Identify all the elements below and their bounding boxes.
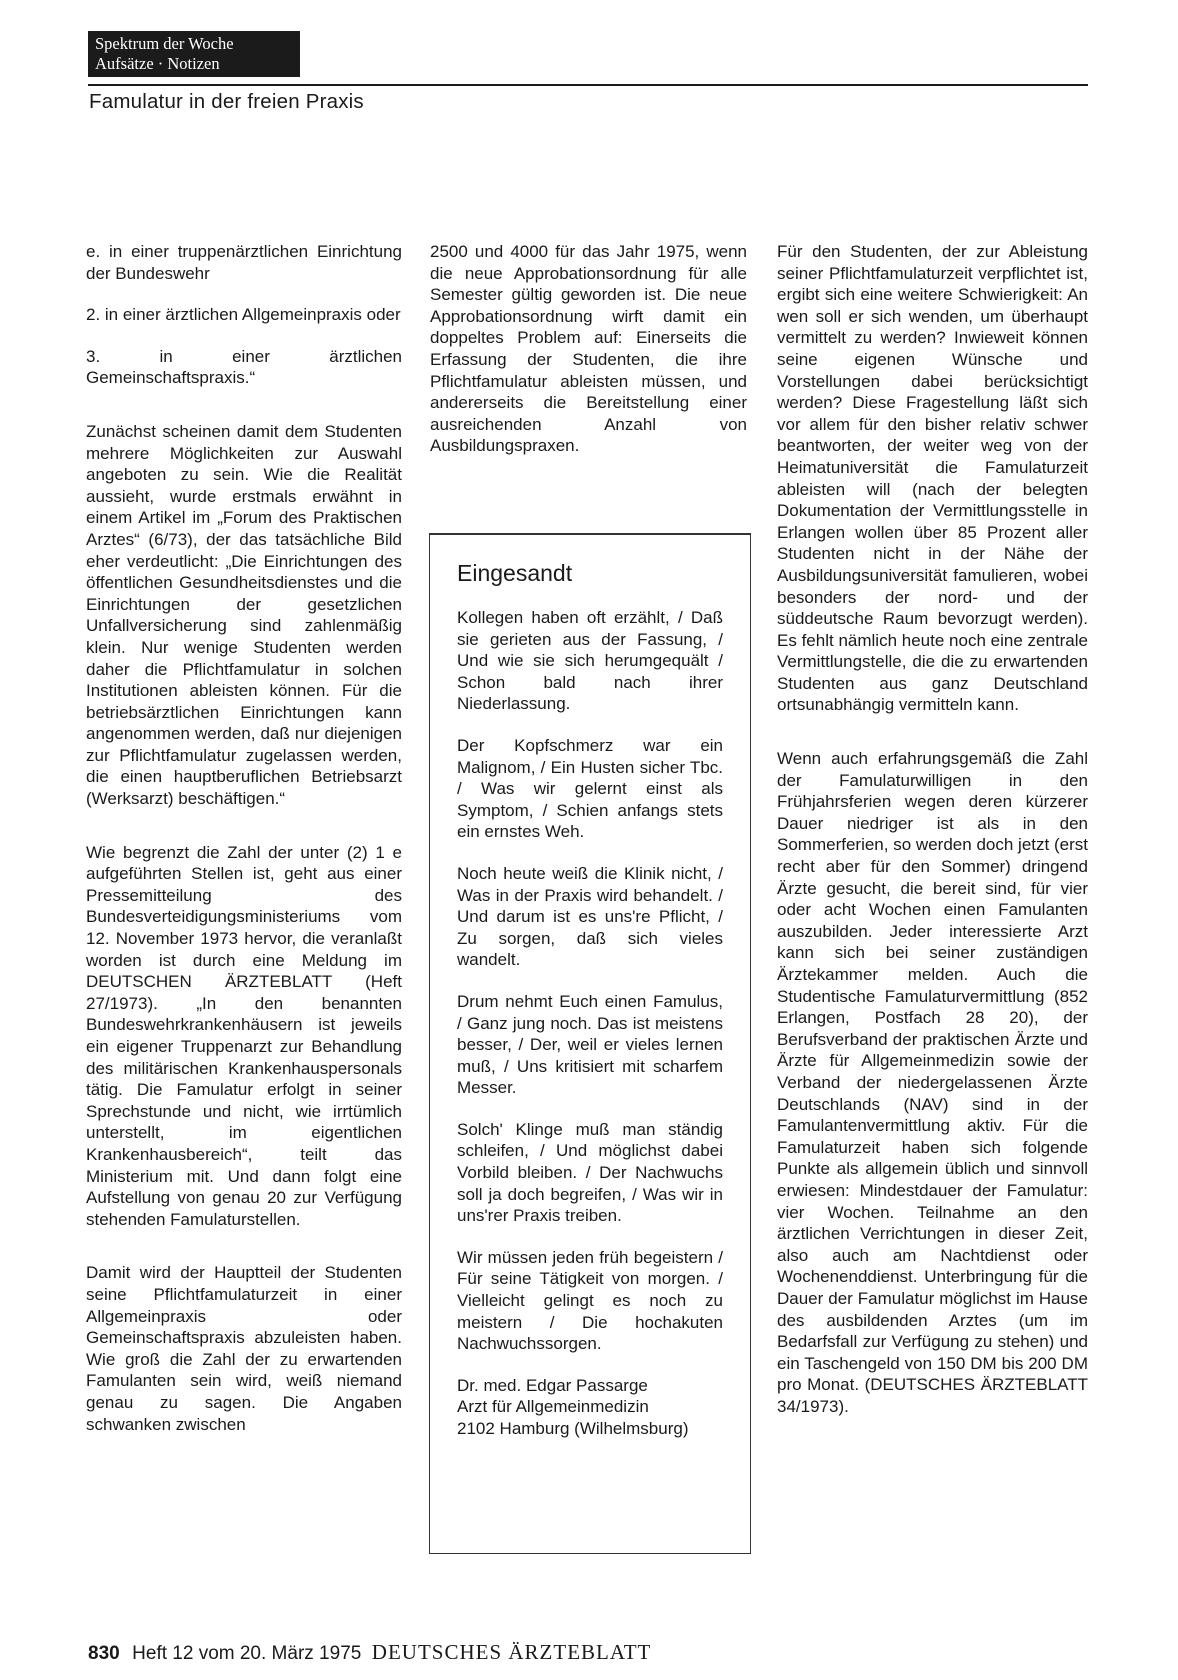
page-number: 830: [88, 1643, 120, 1664]
article-column-1: [86, 241, 402, 1435]
poem-signature: [457, 1375, 723, 1440]
paragraph: 2. in einer ärztlichen Allgemeinpraxis oder: [86, 305, 401, 325]
poem-stanza: Der Kopfschmerz war ein Malignom, / Ein Husten sicher Tbc. / Was wir gelernt einst als Symptom, / Schien anfangs stets ein ernstes Weh.: [457, 735, 723, 842]
poem-stanza: Noch heute weiß die Klinik nicht, / Was in der Praxis wird behandelt. / Und darum ist es uns're Pflicht, / Zu sorgen, daß sich vieles wandelt.: [457, 863, 723, 970]
page-footer: [88, 1640, 651, 1665]
paragraph: 2500 und 4000 für das Jahr 1975, wenn die neue Approbationsordnung für alle Semester gültig geworden ist. Die neue Approbationsordnung wirft damit ein doppeltes Problem auf: Einerseits die Erfassung der Studenten, die ihre Pflichtfamulatur ableisten müssen, und andererseits die Bereitstellung einer ausreichenden Anzahl von Ausbildungspraxen.: [430, 242, 747, 456]
section-subtitle: Aufsätze · Notizen: [95, 54, 220, 73]
paragraph: Für den Studenten, der zur Ableistung seiner Pflichtfamulaturzeit verpflichtet ist, ergibt sich eine weitere Schwierigkeit: An wen soll er sich wenden, um überhaupt vermittelt zu werden? Inwieweit können seine eigenen Wünsche und Vorstellungen dabei berücksichtigt werden? Diese Fragestellung läßt sich vor allem für den bisher relativ schwer beantworten, der weiter weg von der Heimatuniversität die Famulaturzeit ableisten will (nach der belegten Dokumentation der Vermittlungsstelle in Erlangen wollen über 85 Prozent aller Studenten nicht in der Nähe der Ausbildungsuniversität famulieren, wobei besonders der nord- und der süddeutsche Raum bevorzugt werden). Es fehlt nämlich heute noch eine zentrale Vermittlungstelle, die die zu erwartenden Studenten aus ganz Deutschland ortsunabhängig vermitteln kann.: [777, 242, 1088, 715]
paragraph: Wenn auch erfahrungsgemäß die Zahl der Famulaturwilligen in den Frühjahrsferien wegen deren kürzerer Dauer niedriger ist als in den Sommerferien, so werden doch jetzt (erst recht aber für den Sommer) dringend Ärzte gesucht, die bereit sind, für vier oder acht Wochen einen Famulanten auszubilden. Jeder interessierte Arzt kann sich bei seiner zuständigen Ärztekammer melden. Auch die Studentische Famulaturvermittlung (852 Erlangen, Postfach 28 20), der Berufsverband der praktischen Ärzte und Ärzte für Allgemeinmedizin sowie der Verband der niedergelassenen Ärzte Deutschlands (NAV) sind in der Famulantenvermittlung aktiv. Für die Famulaturzeit haben sich folgende Punkte als allgemein üblich und sinnvoll erwiesen: Mindestdauer der Famulatur: vier Wochen. Teilnahme an den ärztlichen Verrichtungen in dieser Zeit, also auch am Nachtdienst oder Wochenenddienst. Unterbringung für die Dauer der Famulatur möglichst im Hause des ausbildenden Arztes (um im Bedarfsfall zur Verfügung zu stehen) und ein Taschengeld von 150 DM bis 200 DM pro Monat. (DEUTSCHES ÄRZTEBLATT 34/1973).: [777, 749, 1088, 1416]
poem-stanza: Kollegen haben oft erzählt, / Daß sie gerieten aus der Fassung, / Und wie sie sich herumgequält / Schon bald nach ihrer Niederlassung.: [457, 608, 723, 714]
poem-sidebar-box: [429, 533, 751, 1554]
article-column-3: [777, 241, 1088, 1417]
poem-stanza: Drum nehmt Euch einen Famulus, / Ganz jung noch. Das ist meistens besser, / Der, weil er vieles lernen muß, / Uns kritisiert mit scharfem Messer.: [457, 991, 723, 1098]
author-name: Dr. med. Edgar Passarge: [457, 1375, 648, 1395]
paragraph: Damit wird der Hauptteil der Studenten seine Pflichtfamulaturzeit in einer Allgemeinpraxis oder Gemeinschaftspraxis abzuleisten haben. Wie groß die Zahl der zu erwartenden Famulanten sein wird, weiß niemand genau zu sagen. Die Angaben schwanken zwischen: [86, 1263, 402, 1434]
paragraph: Wie begrenzt die Zahl der unter (2) 1 e aufgeführten Stellen ist, geht aus einer Pressemitteilung des Bundesverteidigungsministeriums vom 12. November 1973 hervor, die veranlaßt worden ist durch eine Meldung im DEUTSCHEN ÄRZTEBLATT (Heft 27/1973). „In den benannten Bundeswehrkrankenhäusern ist jeweils ein eigener Truppenarzt zur Behandlung des militärischen Krankenhauspersonals tätig. Die Famulatur erfolgt in seiner Sprechstunde und nicht, wie irrtümlich unterstellt, im eigentlichen Krankenhausbereich“, teilt das Ministerium mit. Und dann folgt eine Aufstellung von genau 20 zur Verfügung stehenden Famulaturstellen.: [86, 842, 402, 1229]
paragraph: e. in einer truppenärztlichen Einrichtung der Bundeswehr: [86, 242, 402, 283]
paragraph: 3. in einer ärztlichen Gemeinschaftspraxis.“: [86, 346, 402, 388]
poem-title: Eingesandt: [457, 560, 573, 586]
header-rule: [88, 84, 1088, 86]
journal-title: DEUTSCHES ÄRZTEBLATT: [371, 1640, 652, 1664]
author-title: Arzt für Allgemeinmedizin: [457, 1397, 649, 1417]
paragraph: Zunächst scheinen damit dem Studenten mehrere Möglichkeiten zur Auswahl angeboten zu sein. Wie die Realität aussieht, wurde erstmals erwähnt in einem Artikel im „Forum des Praktischen Arztes“ (6/73), der das tatsächliche Bild eher verdeutlicht: „Die Einrichtungen des öffentlichen Gesundheitsdienstes und die Einrichtungen der gesetzlichen Unfallversicherung sind zahlenmäßig klein. Nur wenige Studenten werden daher die Pflichtfamulatur in solchen Institutionen ableisten können. Für die betriebsärztlichen Einrichtungen kann angenommen werden, daß nur diejenigen zur Pflichtfamulatur zugelassen werden, die einen hauptberuflichen Betriebsarzt (Werksarzt) beschäftigen.“: [86, 421, 402, 809]
section-title: Spektrum der Woche: [95, 34, 234, 53]
poem-stanza: Solch' Klinge muß man ständig schleifen, / Und möglichst dabei Vorbild bleiben. / Der Nachwuchs soll ja doch begreifen, / Was wir in uns'rer Praxis treiben.: [457, 1119, 723, 1226]
poem-stanza: Wir müssen jeden früh begeistern / Für seine Tätigkeit von morgen. / Vielleicht gelingt es noch zu meistern / Die hochakuten Nachwuchssorgen.: [457, 1247, 723, 1354]
article-column-2: [430, 241, 747, 457]
running-title: Famulatur in der freien Praxis: [89, 90, 364, 113]
issue-info: Heft 12 vom 20. März 1975: [132, 1643, 362, 1664]
poem-content: [457, 559, 723, 1440]
section-header-box: [88, 31, 300, 77]
author-address: 2102 Hamburg (Wilhelmsburg): [457, 1419, 689, 1438]
